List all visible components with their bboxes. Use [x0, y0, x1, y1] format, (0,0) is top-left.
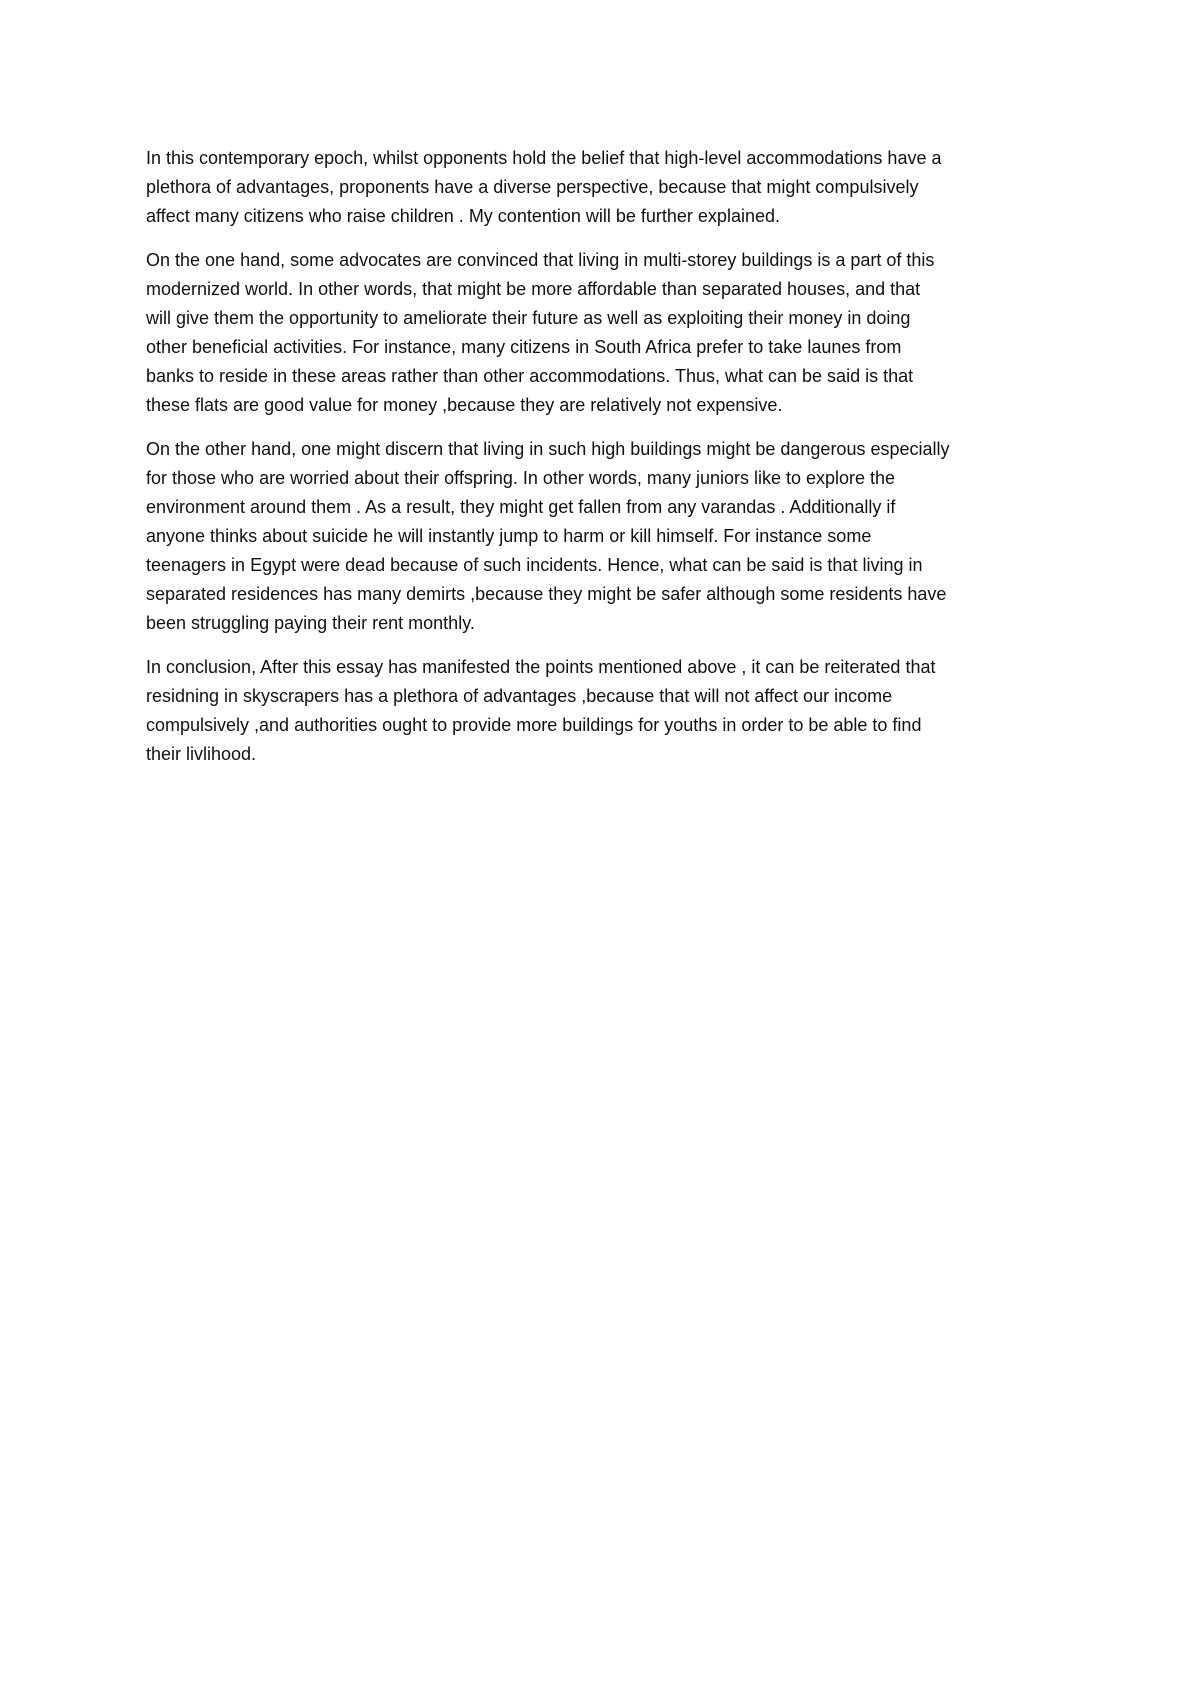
text-line: teenagers in Egypt were dead because of such incidents. Hence, what can be said is that living in [146, 555, 923, 575]
text-line: banks to reside in these areas rather than other accommodations. Thus, what can be said is that [146, 366, 914, 386]
text-line: these flats are good value for money ,because they are relatively not expensive. [146, 395, 783, 415]
text-line: environment around them . As a result, they might get fallen from any varandas . Additionally if [146, 497, 896, 517]
paragraph-conclusion [146, 653, 1076, 769]
text-line: On the other hand, one might discern that living in such high buildings might be dangerous especially [146, 439, 950, 459]
text-line: their livlihood. [146, 744, 257, 764]
text-line: been struggling paying their rent monthly. [146, 613, 475, 633]
text-line: compulsively ,and authorities ought to provide more buildings for youths in order to be able to find [146, 715, 922, 735]
text-line: affect many citizens who raise children . My contention will be further explained. [146, 206, 780, 226]
text-line: On the one hand, some advocates are convinced that living in multi-storey buildings is a part of this [146, 250, 935, 270]
paragraph-introduction [146, 144, 1076, 231]
text-line: residning in skyscrapers has a plethora of advantages ,because that will not affect our income [146, 686, 893, 706]
text-line: will give them the opportunity to ameliorate their future as well as exploiting their money in doing [146, 308, 911, 328]
text-line: for those who are worried about their offspring. In other words, many juniors like to explore the [146, 468, 896, 488]
paragraph-disadvantages [146, 435, 1076, 638]
text-line: modernized world. In other words, that might be more affordable than separated houses, and that [146, 279, 921, 299]
paragraph-advantages [146, 246, 1076, 420]
text-line: plethora of advantages, proponents have a diverse perspective, because that might compulsively [146, 177, 919, 197]
text-line: other beneficial activities. For instance, many citizens in South Africa prefer to take launes from [146, 337, 902, 357]
text-line: In this contemporary epoch, whilst opponents hold the belief that high-level accommodations have a [146, 148, 942, 168]
text-line: In conclusion, After this essay has manifested the points mentioned above , it can be reiterated that [146, 657, 936, 677]
essay-body [146, 144, 1076, 784]
text-line: anyone thinks about suicide he will instantly jump to harm or kill himself. For instance some [146, 526, 872, 546]
text-line: separated residences has many demirts ,because they might be safer although some residents have [146, 584, 947, 604]
